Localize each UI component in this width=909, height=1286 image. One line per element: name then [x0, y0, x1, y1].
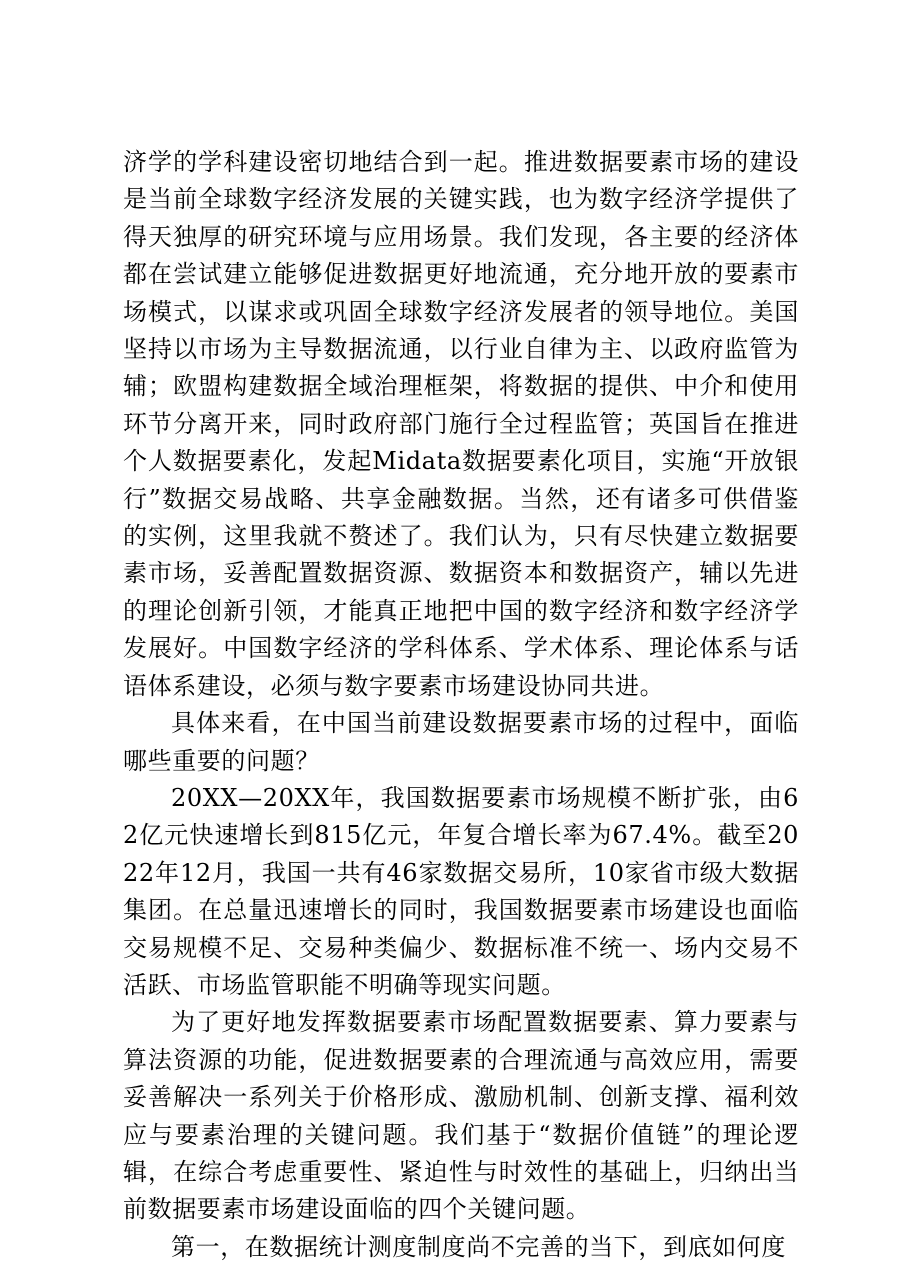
document-body	[123, 144, 799, 1266]
paragraph: 20XX—20XX年，我国数据要素市场规模不断扩张，由62亿元快速增长到815亿元，年复合增长率为67.4%。截至2022年12月，我国一共有46家数据交易所，10家省市级大数据集团。在总量迅速增长的同时，我国数据要素市场建设也面临交易规模不足、交易种类偏少、数据标准不统一、场内交易不活跃、市场监管职能不明确等现实问题。	[123, 783, 799, 999]
paragraph: 为了更好地发挥数据要素市场配置数据要素、算力要素与算法资源的功能，促进数据要素的合理流通与高效应用，需要妥善解决一系列关于价格形成、激励机制、创新支撑、福利效应与要素治理的关键问题。我们基于“数据价值链”的理论逻辑，在综合考虑重要性、紧迫性与时效性的基础上，归纳出当前数据要素市场建设面临的四个关键问题。	[123, 1008, 799, 1224]
paragraph: 第一，在数据统计测度制度尚不完善的当下，到底如何度	[171, 1232, 786, 1261]
paragraph-continued: 济学的学科建设密切地结合到一起。推进数据要素市场的建设是当前全球数字经济发展的关键实践，也为数字经济学提供了得天独厚的研究环境与应用场景。我们发现，各主要的经济体都在尝试建立能够促进数据更好地流通，充分地开放的要素市场模式，以谋求或巩固全球数字经济发展者的领导地位。美国坚持以市场为主导数据流通，以行业自律为主、以政府监管为辅；欧盟构建数据全域治理框架，将数据的提供、中介和使用环节分离开来，同时政府部门施行全过程监管；英国旨在推进个人数据要素化，发起Midata数据要素化项目，实施“开放银行”数据交易战略、共享金融数据。当然，还有诸多可供借鉴的实例，这里我就不赘述了。我们认为，只有尽快建立数据要素市场，妥善配置数据资源、数据资本和数据资产，辅以先进的理论创新引领，才能真正地把中国的数字经济和数字经济学发展好。中国数字经济的学科体系、学术体系、理论体系与话语体系建设，必须与数字要素市场建设协同共进。	[123, 148, 799, 700]
paragraph: 具体来看，在中国当前建设数据要素市场的过程中，面临哪些重要的问题？	[123, 709, 799, 775]
